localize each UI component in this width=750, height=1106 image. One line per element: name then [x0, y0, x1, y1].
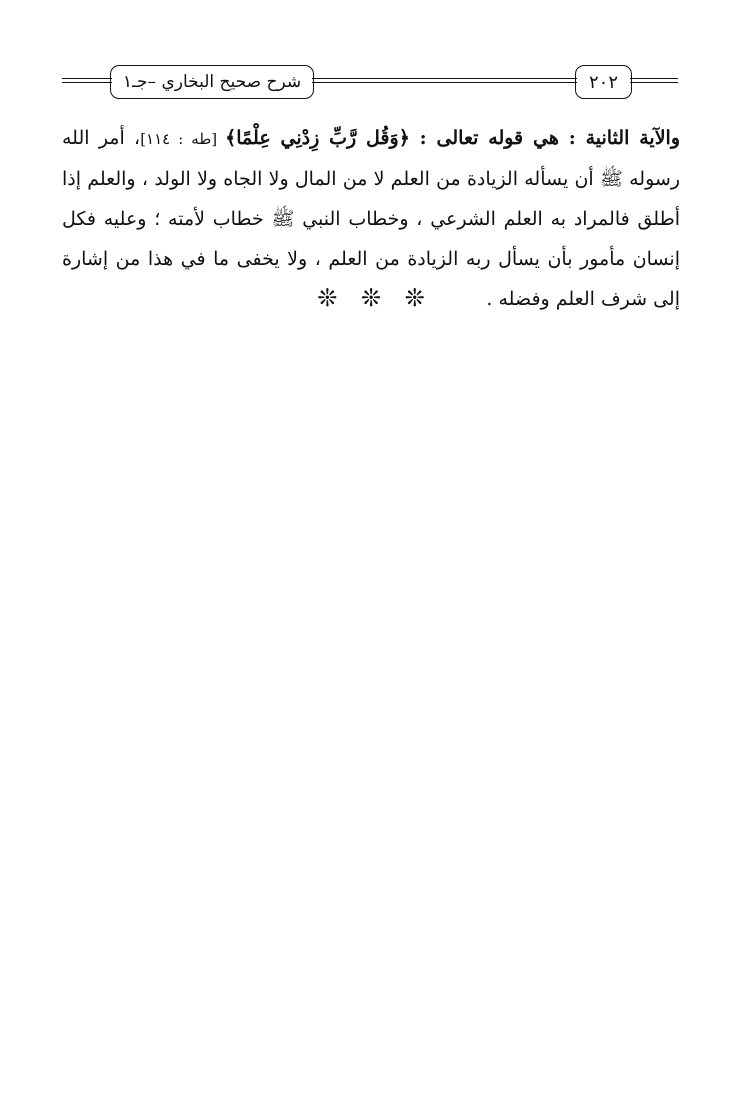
header-rule-middle — [312, 78, 577, 83]
page-number-box — [575, 65, 632, 99]
lead-phrase: والآية الثانية : هي قوله تعالى : — [409, 127, 680, 149]
section-separator-icon: ❊ ❊ ❊ — [317, 284, 433, 312]
running-title — [110, 65, 314, 99]
header-rule-left — [62, 78, 112, 83]
header-rule-right — [630, 78, 678, 83]
running-title-text: شرح صحيح البخاري –جـ١ — [122, 72, 302, 92]
quran-verse: ﴿وَقُل رَّبِّ زِدْنِي عِلْمًا﴾ — [225, 127, 410, 149]
verse-citation: [طه : ١١٤] — [140, 130, 226, 148]
page-header — [0, 58, 750, 108]
page-number: ٢٠٢ — [589, 71, 619, 93]
paragraph-text: ، أمر الله رسوله ﷺ أن يسأله الزيادة من العلم لا من المال ولا الجاه ولا الولد ، والعلم إذا أطلق فالمراد به العلم الشرعي ، وخطاب النبي ﷺ خطاب لأمته ؛ وعليه فكل إنسان مأمور بأن يسأل ربه الزيادة من العلم ، ولا يخفى ما في هذا من إشارة إلى شرف العلم وفضله . — [62, 127, 680, 310]
